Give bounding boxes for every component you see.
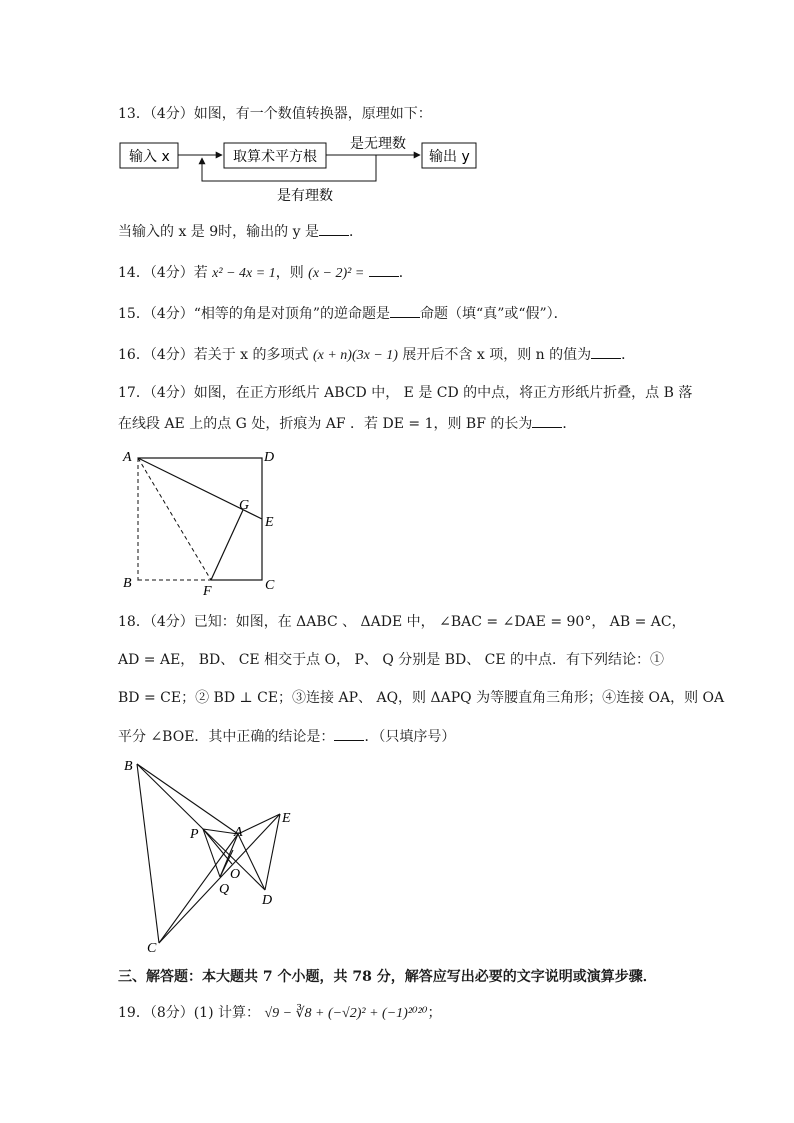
q18-line2: AD = AE， BD、 CE 相交于点 O， P、 Q 分别是 BD、 CE 的中点．有下列结论：①: [118, 652, 665, 668]
q14-expr2: (x − 2)² =: [308, 266, 365, 281]
q18-line4-suffix: ．（只填序号）: [364, 729, 456, 745]
q18-line4: [118, 726, 455, 747]
q13-flowchart: [118, 134, 488, 206]
q14-prefix: 14．（4分）若: [118, 265, 213, 281]
rational-label: 是有理数: [277, 188, 333, 204]
q18-triangles-figure: [115, 752, 315, 962]
q17-label-E: E: [265, 515, 274, 530]
q17-label-A: A: [123, 450, 132, 465]
process-label: 取算术平方根: [233, 149, 317, 165]
q18-label-A: A: [234, 825, 243, 840]
q18-label-E: E: [282, 811, 291, 826]
q14-expr1: x² − 4x = 1: [212, 266, 276, 281]
q17-label-C: C: [265, 578, 275, 593]
q13-question: 当输入的 x 是 9时，输出的 y 是 ．: [118, 221, 363, 242]
q19: [118, 1003, 441, 1024]
q17-square-figure: [115, 445, 285, 600]
q16-suffix: 展开后不含 x 项，则 n 的值为: [397, 347, 592, 363]
q13-text: 13．（4分）如图，有一个数值转换器，原理如下：: [118, 106, 432, 122]
q17-label-B: B: [123, 576, 132, 591]
q18-label-P: P: [190, 827, 199, 842]
q19-prefix: 19．（8分）(1) 计算：: [118, 1005, 265, 1021]
q17-label-D: D: [264, 450, 275, 465]
q17-label-G: G: [239, 498, 250, 513]
q16: 16．（4分）若关于 x 的多项式 (x + n)(3x − 1) 展开后不含 x 项，则 n 的值为 ．: [118, 344, 635, 366]
output-label: 输出 y: [429, 149, 470, 165]
q13-question-text: 当输入的 x 是 9时，输出的 y 是: [118, 224, 319, 240]
q17-line2: 在线段 AE 上的点 G 处，折痕为 AF ．若 DE = 1，则 BF 的长为 ．: [118, 413, 576, 434]
q18-line3: BD = CE；② BD ⊥ CE；③连接 AP、 AQ，则 ΔAPQ 为等腰直角三角形；④连接 OA，则 OA: [118, 690, 725, 706]
q19-suffix: ；: [427, 1005, 442, 1021]
input-label: 输入 x: [129, 149, 170, 165]
q19-expr: √9 − ∛8 + (−√2)² + (−1)²⁰²⁰: [264, 1006, 428, 1021]
q15: [118, 303, 568, 324]
q18-label-Q: Q: [219, 882, 230, 897]
q14: 14．（4分）若 x² − 4x = 1，则 (x − 2)² = ．: [118, 262, 413, 284]
q16-prefix: 16．（4分）若关于 x 的多项式: [118, 347, 313, 363]
q14-mid: ，则: [275, 265, 309, 281]
q17-line2-text: 在线段 AE 上的点 G 处，折痕为 AF ．若 DE = 1，则 BF 的长为: [118, 416, 533, 432]
q18-line1: 18．（4分）已知：如图，在 ΔABC 、 ΔADE 中， ∠BAC = ∠DAE = 90°， AB = AC，: [118, 614, 686, 630]
irrational-label: 是无理数: [350, 136, 406, 152]
section3-heading: 三、解答题：本大题共 7 个小题，共 78 分，解答应写出必要的文字说明或演算步骤．: [118, 969, 657, 985]
q16-expr: (x + n)(3x − 1): [312, 348, 398, 363]
q17-line1: 17．（4分）如图，在正方形纸片 ABCD 中， E 是 CD 的中点，将正方形纸片折叠，点 B 落: [118, 385, 693, 401]
q15-suffix: 命题（填“真”或“假”）．: [420, 306, 568, 322]
q18-line4-prefix: 平分 ∠BOE．其中正确的结论是：: [118, 729, 335, 745]
q18-label-B: B: [124, 759, 133, 774]
q18-label-D: D: [262, 893, 273, 908]
q15-prefix: 15．（4分）“相等的角是对顶角”的逆命题是: [118, 306, 391, 322]
q18-label-C: C: [147, 941, 157, 956]
q18-label-O: O: [230, 867, 241, 882]
q17-label-F: F: [203, 584, 212, 599]
